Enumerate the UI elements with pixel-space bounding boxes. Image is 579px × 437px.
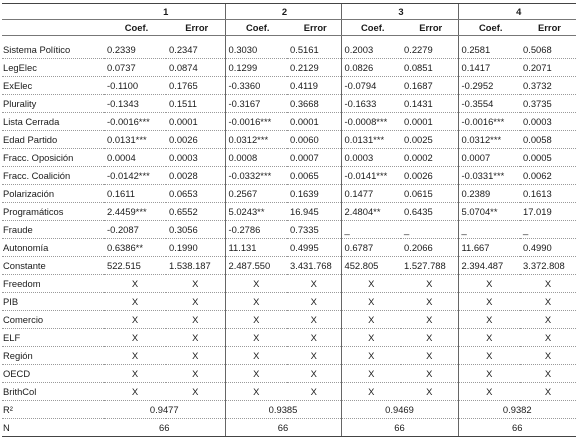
coef-cell: 0.0007 [458,149,520,167]
coef-cell: -0.0016*** [225,113,287,131]
error-cell: X [401,383,458,401]
model-value-cell: 66 [341,419,458,437]
coef-cell: X [341,347,401,365]
row-label: ELF [2,329,104,347]
coef-cell: -0.2786 [225,221,287,239]
coef-cell: -0.3360 [225,77,287,95]
error-cell: X [166,293,225,311]
coef-cell: _ [458,221,520,239]
error-cell: 0.5161 [287,36,341,59]
error-cell: 0.0058 [520,131,576,149]
row-label: Sistema Político [2,36,104,59]
row-label: Lista Cerrada [2,113,104,131]
error-column-header: Error [401,20,458,36]
column-label-header-row [2,20,576,36]
coef-cell: 0.0004 [104,149,166,167]
model-value-cell: 66 [458,419,576,437]
coef-cell: X [104,383,166,401]
error-cell: _ [520,221,576,239]
error-cell: 0.4995 [287,239,341,257]
model-3-header: 3 [341,4,458,20]
table-row [2,77,576,95]
error-cell: 0.0003 [520,113,576,131]
error-cell: 0.0028 [166,167,225,185]
model-1-header: 1 [104,4,225,20]
coef-cell: X [458,293,520,311]
row-label: Fracc. Coalición [2,167,104,185]
error-cell: 0.0874 [166,59,225,77]
coef-cell: -0.0016*** [104,113,166,131]
error-column-header: Error [166,20,225,36]
table-row [2,95,576,113]
model-value-cell: 0.9385 [225,401,341,419]
row-label: OECD [2,365,104,383]
coef-cell: 0.6787 [341,239,401,257]
error-cell: 3.372.808 [520,257,576,275]
error-cell: 0.3056 [166,221,225,239]
error-cell: 0.6435 [401,203,458,221]
error-cell: X [166,311,225,329]
error-cell: _ [401,221,458,239]
error-cell: X [401,275,458,293]
coef-cell: X [104,275,166,293]
coef-cell: 0.0131*** [104,131,166,149]
coef-cell: X [104,311,166,329]
error-cell: 0.5068 [520,36,576,59]
coef-cell: 5.0704** [458,203,520,221]
error-cell: X [166,347,225,365]
coef-column-header: Coef. [104,20,166,36]
error-cell: X [166,365,225,383]
coef-cell: 0.2003 [341,36,401,59]
header-corner-cell [2,4,104,20]
coef-cell: X [458,275,520,293]
error-column-header: Error [520,20,576,36]
table-row [2,275,576,293]
coef-cell: -0.0331*** [458,167,520,185]
error-cell: 0.1613 [520,185,576,203]
row-label: Región [2,347,104,365]
coef-cell: -0.3167 [225,95,287,113]
error-cell: 0.0007 [287,149,341,167]
error-cell: X [287,347,341,365]
coef-cell: X [341,311,401,329]
error-cell: 0.2129 [287,59,341,77]
error-cell: 0.1511 [166,95,225,113]
row-label: Plurality [2,95,104,113]
model-value-cell: 0.9382 [458,401,576,419]
regression-results-table [2,3,576,437]
coef-cell: -0.2952 [458,77,520,95]
error-cell: X [520,329,576,347]
model-value-cell: 66 [104,419,225,437]
table-row [2,365,576,383]
error-cell: X [520,365,576,383]
coef-cell: -0.0141*** [341,167,401,185]
coef-cell: X [458,329,520,347]
coef-cell: X [225,365,287,383]
row-label: Programáticos [2,203,104,221]
model-value-cell: 0.9469 [341,401,458,419]
coef-cell: 2.4459*** [104,203,166,221]
error-cell: X [520,347,576,365]
error-cell: X [287,383,341,401]
error-cell: 0.0005 [520,149,576,167]
coef-cell: -0.0008*** [341,113,401,131]
error-cell: 0.3735 [520,95,576,113]
coef-cell: X [341,329,401,347]
error-cell: 17.019 [520,203,576,221]
header-corner-cell [2,20,104,36]
coef-cell: -0.0794 [341,77,401,95]
coef-cell: 0.0312*** [225,131,287,149]
row-label: ExElec [2,77,104,95]
error-cell: 16.945 [287,203,341,221]
coef-cell: 0.1611 [104,185,166,203]
coef-cell: 11.667 [458,239,520,257]
error-cell: X [166,383,225,401]
row-label: Constante [2,257,104,275]
coef-cell: -0.3554 [458,95,520,113]
error-cell: 0.0001 [166,113,225,131]
error-cell: X [520,311,576,329]
row-label: R² [2,401,104,419]
table-row [2,131,576,149]
error-cell: 0.1431 [401,95,458,113]
coef-cell: X [341,293,401,311]
coef-cell: X [341,383,401,401]
error-cell: 1.538.187 [166,257,225,275]
error-cell: 0.7335 [287,221,341,239]
error-cell: 0.0001 [401,113,458,131]
row-label: Freedom [2,275,104,293]
table-row [2,149,576,167]
coef-cell: X [458,383,520,401]
coef-cell: X [341,365,401,383]
coef-cell: 0.2567 [225,185,287,203]
error-cell: 0.6552 [166,203,225,221]
coef-cell: 0.0131*** [341,131,401,149]
coef-cell: 0.3030 [225,36,287,59]
table-row [2,401,576,419]
coef-cell: X [225,329,287,347]
coef-cell: 0.0312*** [458,131,520,149]
coef-cell: 0.6386** [104,239,166,257]
coef-cell: -0.0016*** [458,113,520,131]
error-cell: 0.0002 [401,149,458,167]
error-cell: 0.0065 [287,167,341,185]
error-cell: X [401,329,458,347]
coef-column-header: Coef. [341,20,401,36]
coef-cell: X [225,275,287,293]
error-cell: 0.1990 [166,239,225,257]
coef-cell: 0.2581 [458,36,520,59]
error-cell: 0.0003 [166,149,225,167]
model-2-header: 2 [225,4,341,20]
coef-cell: 2.4804** [341,203,401,221]
coef-cell: _ [341,221,401,239]
error-cell: 0.2071 [520,59,576,77]
model-4-header: 4 [458,4,576,20]
coef-cell: 522.515 [104,257,166,275]
coef-cell: 5.0243** [225,203,287,221]
error-cell: 0.0062 [520,167,576,185]
coef-cell: 2.394.487 [458,257,520,275]
error-cell: 0.4990 [520,239,576,257]
coef-cell: 0.2339 [104,36,166,59]
error-cell: X [166,329,225,347]
model-value-cell: 66 [225,419,341,437]
error-cell: 0.2347 [166,36,225,59]
table-row [2,113,576,131]
coef-cell: 0.1417 [458,59,520,77]
error-cell: 0.2279 [401,36,458,59]
coef-cell: -0.0332*** [225,167,287,185]
coef-cell: 452.805 [341,257,401,275]
error-cell: 0.0851 [401,59,458,77]
coef-cell: 2.487.550 [225,257,287,275]
error-cell: 0.3732 [520,77,576,95]
table-row [2,293,576,311]
error-cell: X [287,275,341,293]
table-row [2,167,576,185]
error-cell: X [166,275,225,293]
coef-cell: 0.1299 [225,59,287,77]
coef-cell: X [458,365,520,383]
table-row [2,185,576,203]
table-row [2,221,576,239]
coef-cell: 0.0737 [104,59,166,77]
row-label: Fraude [2,221,104,239]
error-cell: 0.0001 [287,113,341,131]
error-cell: 0.0615 [401,185,458,203]
row-label: Fracc. Oposición [2,149,104,167]
row-label: Autonomía [2,239,104,257]
table-row [2,311,576,329]
error-cell: X [520,383,576,401]
coef-cell: -0.1343 [104,95,166,113]
error-cell: 0.0653 [166,185,225,203]
error-cell: X [401,311,458,329]
error-cell: X [287,311,341,329]
row-label: LegElec [2,59,104,77]
table-row [2,59,576,77]
error-column-header: Error [287,20,341,36]
row-label: Polarización [2,185,104,203]
table-row [2,383,576,401]
model-number-header-row [2,4,576,20]
coef-cell: 0.0003 [341,149,401,167]
row-label: Comercio [2,311,104,329]
table-row [2,257,576,275]
table-row [2,36,576,59]
coef-cell: X [104,293,166,311]
coef-cell: X [225,383,287,401]
coef-cell: X [104,365,166,383]
error-cell: 0.0060 [287,131,341,149]
error-cell: 0.1639 [287,185,341,203]
error-cell: X [520,293,576,311]
error-cell: 0.1687 [401,77,458,95]
error-cell: 0.3668 [287,95,341,113]
error-cell: X [401,347,458,365]
error-cell: 1.527.788 [401,257,458,275]
row-label: BrithCol [2,383,104,401]
coef-cell: X [341,275,401,293]
table-row [2,419,576,437]
coef-cell: -0.1633 [341,95,401,113]
row-label: Edad Partido [2,131,104,149]
table-row [2,203,576,221]
coef-cell: X [458,347,520,365]
coef-cell: -0.2087 [104,221,166,239]
error-cell: 3.431.768 [287,257,341,275]
error-cell: X [287,365,341,383]
error-cell: 0.0026 [401,167,458,185]
table-row [2,347,576,365]
coef-cell: X [225,311,287,329]
error-cell: X [287,329,341,347]
coef-cell: -0.1100 [104,77,166,95]
error-cell: 0.0026 [166,131,225,149]
error-cell: 0.4119 [287,77,341,95]
coef-column-header: Coef. [458,20,520,36]
row-label: PIB [2,293,104,311]
coef-cell: 0.0008 [225,149,287,167]
coef-cell: X [458,311,520,329]
coef-cell: X [225,293,287,311]
coef-cell: 11.131 [225,239,287,257]
error-cell: X [520,275,576,293]
error-cell: X [287,293,341,311]
model-value-cell: 0.9477 [104,401,225,419]
error-cell: 0.1765 [166,77,225,95]
error-cell: 0.2066 [401,239,458,257]
coef-cell: X [104,347,166,365]
error-cell: 0.0025 [401,131,458,149]
error-cell: X [401,365,458,383]
coef-cell: X [104,329,166,347]
coef-column-header: Coef. [225,20,287,36]
error-cell: X [401,293,458,311]
coef-cell: 0.0826 [341,59,401,77]
coef-cell: 0.1477 [341,185,401,203]
table-row [2,239,576,257]
coef-cell: -0.0142*** [104,167,166,185]
coef-cell: 0.2389 [458,185,520,203]
coef-cell: X [225,347,287,365]
table-row [2,329,576,347]
row-label: N [2,419,104,437]
